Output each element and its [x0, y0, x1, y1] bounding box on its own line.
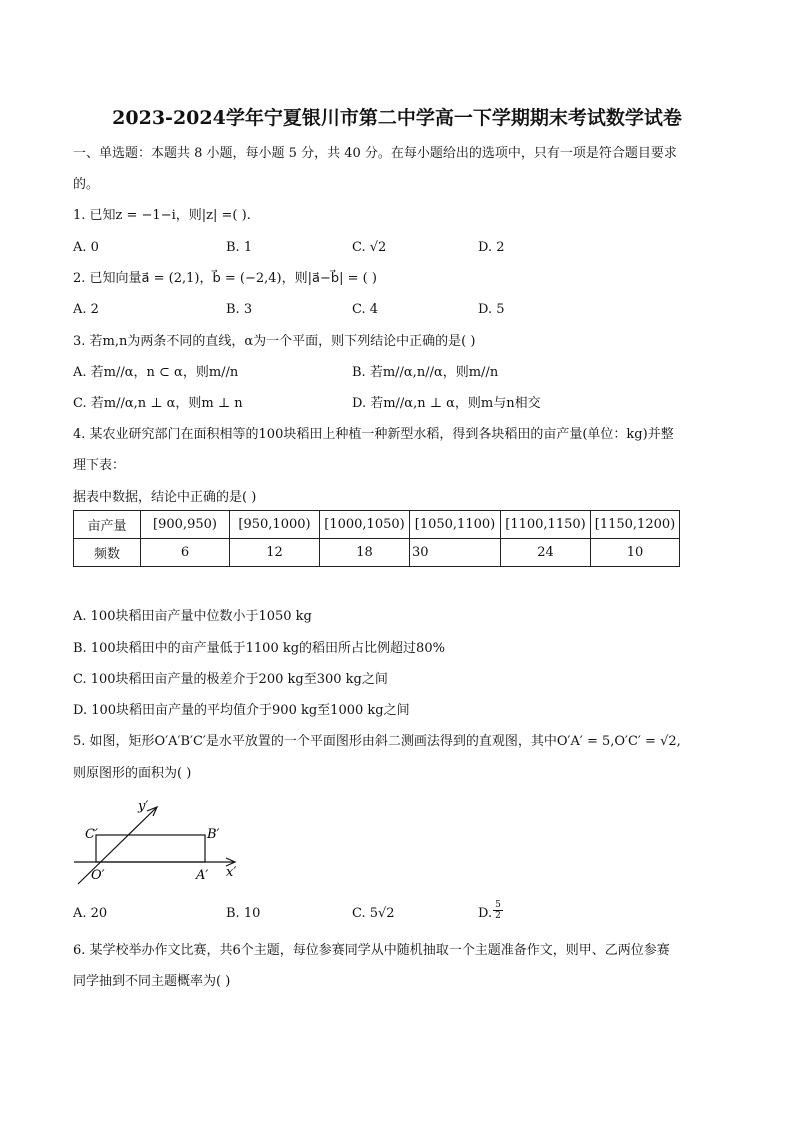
q4-option-b: B. 100块稻田中的亩产量低于1100 kg的稻田所占比例超过80% [73, 641, 445, 656]
table-cell: [1000,1050) [320, 511, 410, 539]
q3-option-d: D. 若m//α,n ⊥ α，则m与n相交 [352, 396, 541, 411]
q4-option-c: C. 100块稻田亩产量的极差介于200 kg至300 kg之间 [73, 672, 388, 687]
q1-option-b: B. 1 [226, 240, 253, 255]
q5-option-d-label: D. [478, 906, 493, 921]
question-4-stem: 4. 某农业研究部门在面积相等的100块稻田上种植一种新型水稻，得到各块稻田的亩产量(单位：kg)并整 [73, 427, 674, 442]
label-y-axis: y′ [138, 799, 149, 814]
section-instruction-cont: 的。 [73, 177, 100, 192]
label-x-axis: x′ [226, 865, 237, 880]
q2-option-d: D. 5 [478, 302, 505, 317]
yield-table [73, 510, 680, 567]
question-5-stem: 5. 如图，矩形O′A′B′C′是水平放置的一个平面图形由斜二测画法得到的直观图，其中O′A′ = 5,O′C′ = √2, [73, 734, 681, 749]
table-cell: [900,950) [141, 511, 230, 539]
section-instruction: 一、单选题：本题共 8 小题，每小题 5 分，共 40 分。在每小题给出的选项中，只有一项是符合题目要求 [73, 146, 677, 161]
label-c: C′ [85, 827, 98, 842]
page-title: 2023-2024学年宁夏银川市第二中学高一下学期期末考试数学试卷 [112, 107, 682, 129]
q1-option-d: D. 2 [478, 240, 505, 255]
table-cell: [1050,1100) [410, 511, 501, 539]
table-header-frequency: 频数 [74, 539, 141, 567]
q5-option-b: B. 10 [226, 906, 261, 921]
table-cell: 24 [501, 539, 591, 567]
table-cell: [1150,1200) [591, 511, 680, 539]
question-6-stem-cont: 同学抽到不同主题概率为( ) [73, 974, 231, 989]
table-cell: 12 [230, 539, 320, 567]
table-row [74, 539, 680, 567]
label-b: B′ [207, 827, 220, 842]
q1-option-c: C. √2 [352, 240, 387, 255]
table-cell: 18 [320, 539, 410, 567]
question-1-stem: 1. 已知z = −1−i，则|z| =( ). [73, 208, 251, 223]
question-2-stem: 2. 已知向量a⃗ = (2,1)，b⃗ = (−2,4)，则|a⃗−b⃗| = ( ) [73, 271, 377, 286]
q2-option-a: A. 2 [73, 302, 99, 317]
q2-option-b: B. 3 [226, 302, 253, 317]
q5-option-d-fraction [493, 900, 503, 921]
q4-option-d: D. 100块稻田亩产量的平均值介于900 kg至1000 kg之间 [73, 703, 410, 718]
question-4-prompt: 据表中数据，结论中正确的是( ) [73, 490, 257, 505]
question-5-stem-cont: 则原图形的面积为( ) [73, 766, 192, 781]
q5-option-c: C. 5√2 [352, 906, 395, 921]
fraction-denominator: 2 [493, 910, 503, 921]
q3-option-a: A. 若m//α，n ⊂ α，则m//n [73, 365, 239, 380]
question-3-stem: 3. 若m,n为两条不同的直线，α为一个平面，则下列结论中正确的是( ) [73, 334, 476, 349]
oblique-figure [60, 790, 260, 895]
table-row [74, 511, 680, 539]
label-o: O′ [91, 868, 105, 883]
table-cell: [1100,1150) [501, 511, 591, 539]
table-header-yield: 亩产量 [74, 511, 141, 539]
q3-option-b: B. 若m//α,n//α，则m//n [352, 365, 499, 380]
question-6-stem: 6. 某学校举办作文比赛，共6个主题，每位参赛同学从中随机抽取一个主题准备作文，则甲、乙两位参赛 [73, 943, 670, 958]
q4-option-a: A. 100块稻田亩产量中位数小于1050 kg [73, 609, 312, 624]
label-a: A′ [196, 868, 209, 883]
table-cell: 10 [591, 539, 680, 567]
q3-option-c: C. 若m//α,n ⊥ α，则m ⊥ n [73, 396, 243, 411]
table-cell: [950,1000) [230, 511, 320, 539]
q2-option-c: C. 4 [352, 302, 379, 317]
question-4-stem-cont: 理下表： [73, 458, 126, 473]
q1-option-a: A. 0 [73, 240, 99, 255]
fraction-numerator: 5 [495, 900, 501, 910]
table-cell: 30 [410, 539, 501, 567]
table-cell: 6 [141, 539, 230, 567]
q5-option-a: A. 20 [73, 906, 108, 921]
